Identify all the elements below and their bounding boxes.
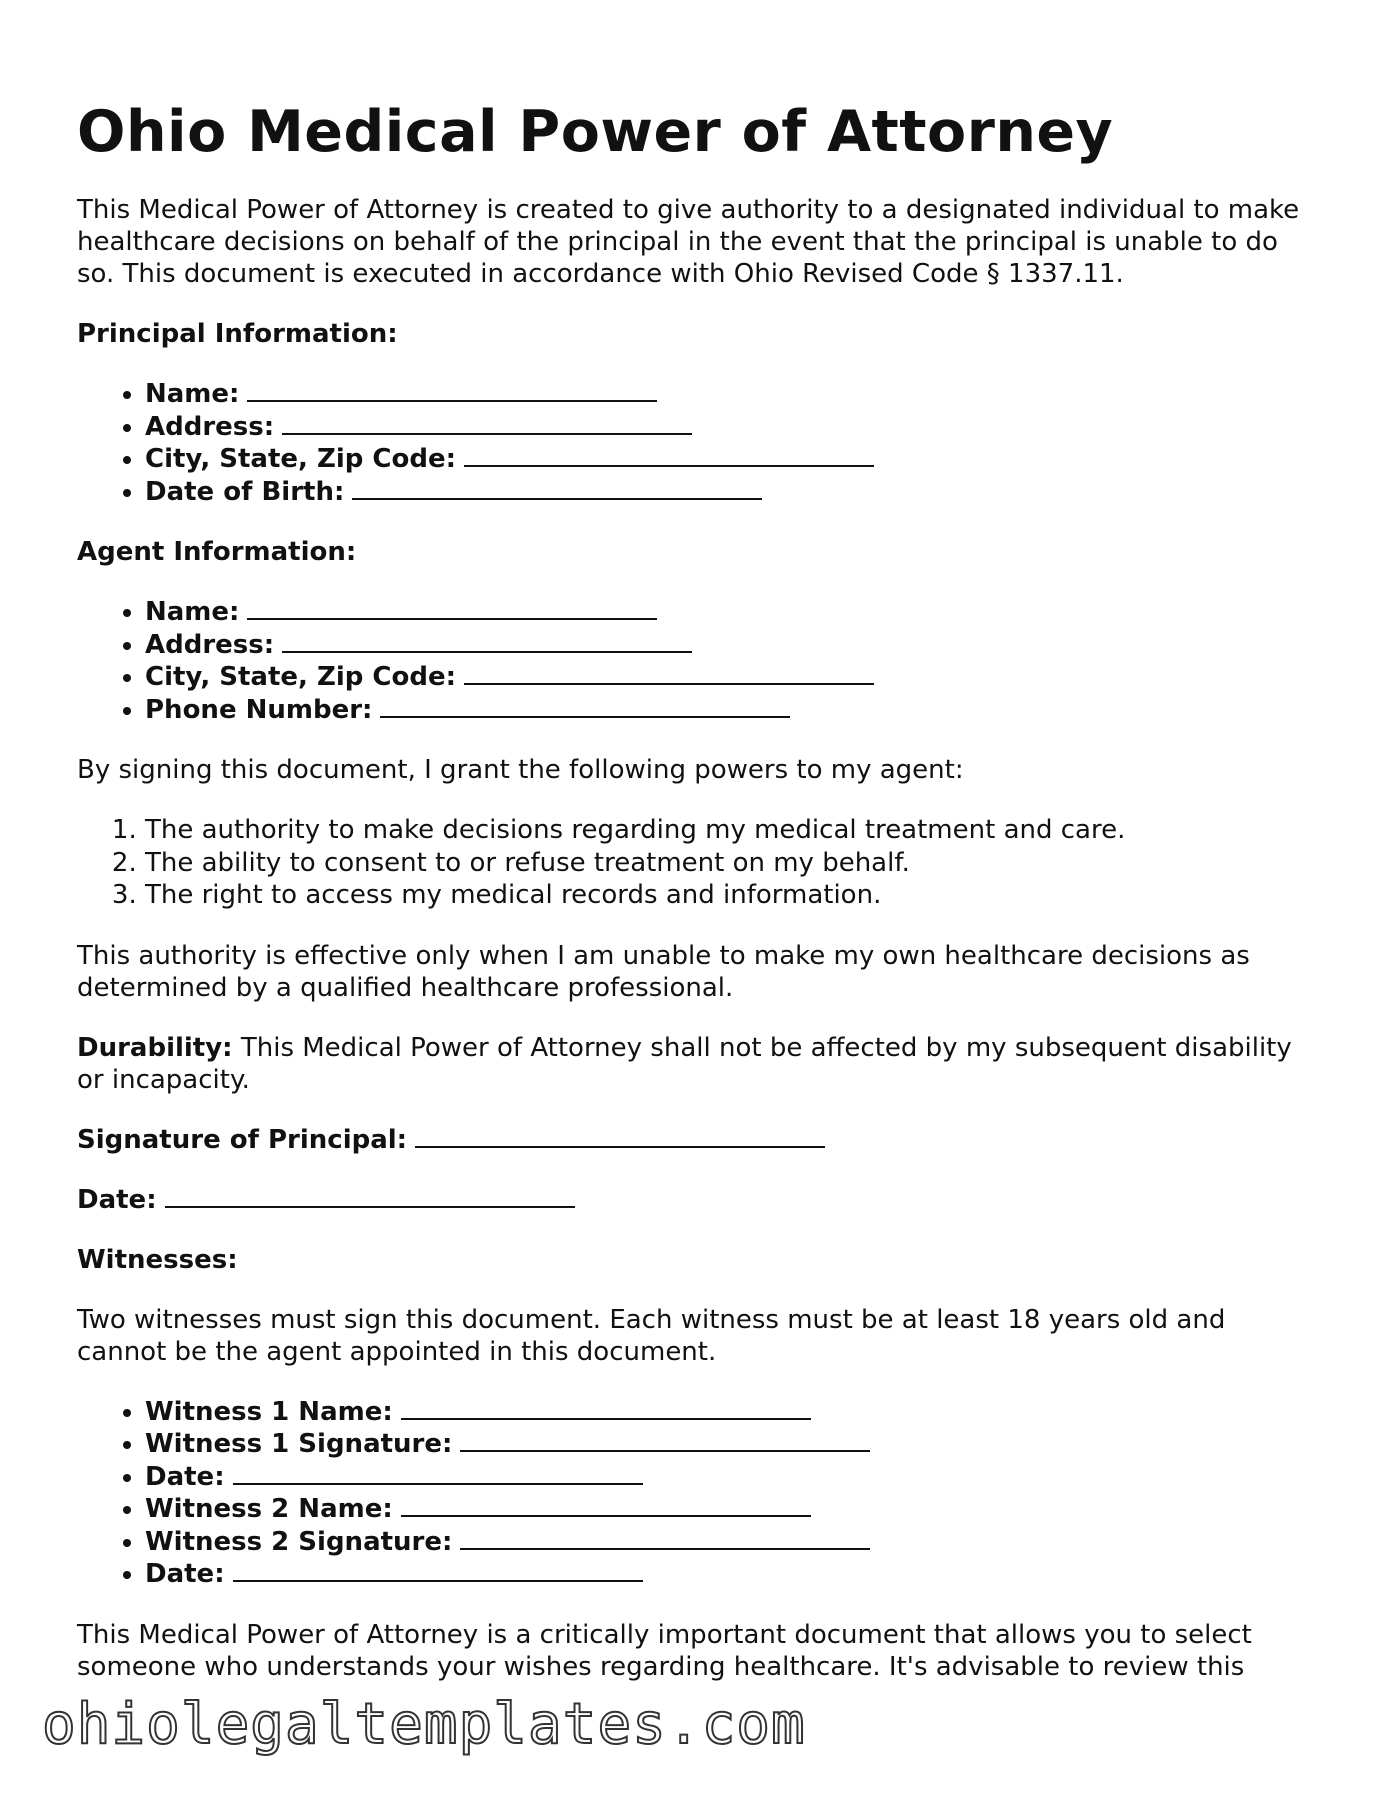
witness-2-name-field[interactable]: • Witness 2 Name: <box>145 1493 1317 1526</box>
blank-line[interactable] <box>282 411 692 435</box>
power-item: 2. The ability to consent to or refuse treatment on my behalf. <box>145 847 1317 880</box>
durability-label: Durability: <box>77 1032 233 1063</box>
principal-dob-field[interactable]: • Date of Birth: <box>145 476 1317 509</box>
principal-fields <box>77 378 1317 508</box>
blank-line[interactable] <box>247 378 657 402</box>
effective-paragraph: This authority is effective only when I am unable to make my own healthcare decisions as determined by a qualified healthcare professional. <box>77 940 1250 1003</box>
agent-city-field[interactable]: • City, State, Zip Code: <box>145 661 1317 694</box>
blank-line[interactable] <box>282 629 692 653</box>
agent-phone-field[interactable]: • Phone Number: <box>145 694 1317 727</box>
closing-paragraph: This Medical Power of Attorney is a critically important document that allows you to select someone who understands your wishes regarding healthcare. It's advisable to review this <box>77 1619 1252 1682</box>
witnesses-paragraph: Two witnesses must sign this document. Each witness must be at least 18 years old and cannot be the agent appointed in this document. <box>77 1304 1226 1367</box>
witness-2-date-field[interactable]: • Date: <box>145 1558 1317 1591</box>
power-item: 3. The right to access my medical records and information. <box>145 879 1317 912</box>
blank-line[interactable] <box>460 1428 870 1452</box>
page-title: Ohio Medical Power of Attorney <box>77 99 1114 165</box>
witnesses-heading: Witnesses: <box>77 1244 238 1275</box>
powers-intro: By signing this document, I grant the following powers to my agent: <box>77 755 964 785</box>
durability-paragraph <box>77 1032 1317 1096</box>
blank-line[interactable] <box>464 661 874 685</box>
witness-1-name-field[interactable]: • Witness 1 Name: <box>145 1396 1317 1429</box>
principal-date-field[interactable]: Date: <box>77 1184 1317 1216</box>
agent-address-field[interactable]: • Address: <box>145 629 1317 662</box>
blank-line[interactable] <box>415 1124 825 1148</box>
intro-paragraph: This Medical Power of Attorney is created to give authority to a designated individual to make healthcare decisions on behalf of the principal in the event that the principal is unable to do so. This document is executed in accordance with Ohio Revised Code § 1337.11. <box>77 195 1300 289</box>
blank-line[interactable] <box>233 1558 643 1582</box>
blank-line[interactable] <box>233 1461 643 1485</box>
power-item: 1. The authority to make decisions regarding my medical treatment and care. <box>145 814 1317 847</box>
agent-heading: Agent Information: <box>77 537 357 567</box>
witness-1-signature-field[interactable]: • Witness 1 Signature: <box>145 1428 1317 1461</box>
principal-heading: Principal Information: <box>77 319 398 349</box>
principal-city-field[interactable]: • City, State, Zip Code: <box>145 443 1317 476</box>
blank-line[interactable] <box>401 1396 811 1420</box>
witness-fields <box>77 1396 1317 1591</box>
durability-text: This Medical Power of Attorney shall not be affected by my subsequent disability or incapacity. <box>77 1032 1292 1095</box>
blank-line[interactable] <box>464 443 874 467</box>
blank-line[interactable] <box>352 476 762 500</box>
watermark: ohiolegaltemplates.com <box>42 1692 806 1757</box>
blank-line[interactable] <box>165 1184 575 1208</box>
agent-name-field[interactable]: • Name: <box>145 596 1317 629</box>
document-page <box>77 96 1317 1711</box>
principal-name-field[interactable]: • Name: <box>145 378 1317 411</box>
principal-address-field[interactable]: • Address: <box>145 411 1317 444</box>
witness-2-signature-field[interactable]: • Witness 2 Signature: <box>145 1526 1317 1559</box>
blank-line[interactable] <box>247 596 657 620</box>
agent-fields <box>77 596 1317 726</box>
powers-list <box>77 814 1317 912</box>
blank-line[interactable] <box>460 1526 870 1550</box>
blank-line[interactable] <box>380 694 790 718</box>
blank-line[interactable] <box>401 1493 811 1517</box>
witness-1-date-field[interactable]: • Date: <box>145 1461 1317 1494</box>
principal-signature-field[interactable]: Signature of Principal: <box>77 1124 1317 1156</box>
